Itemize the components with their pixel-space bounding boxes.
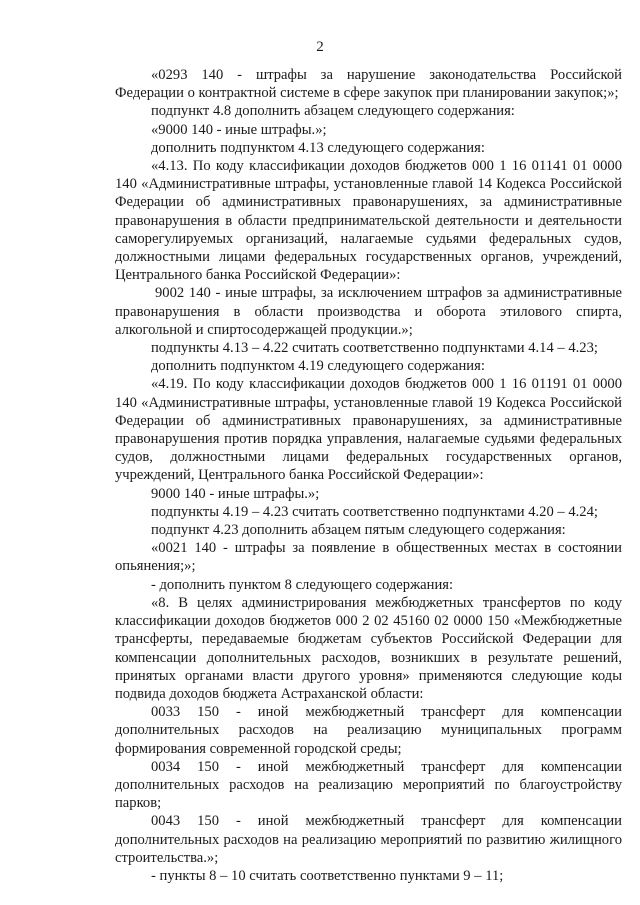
- paragraph-13: «0021 140 - штрафы за появление в общественных местах в состоянии опьянения;»;: [115, 540, 622, 575]
- page-number: 2: [316, 39, 324, 55]
- paragraph-6: 9002 140 - иные штрафы, за исключением штрафов за административные правонарушения в области производства и оборота этилового спирта, алкогольной и спиртосодержащей продукции.»;: [115, 285, 622, 338]
- paragraph-4: дополнить подпунктом 4.13 следующего содержания:: [151, 139, 485, 156]
- paragraph-10: 9000 140 - иные штрафы.»;: [151, 485, 320, 502]
- paragraph-16: 0033 150 - иной межбюджетный трансферт для компенсации дополнительных расходов на реализацию муниципальных программ формирования современной городской среды;: [115, 704, 622, 757]
- paragraph-3: «9000 140 - иные штрафы.»;: [151, 121, 327, 138]
- paragraph-5: «4.13. По коду классификации доходов бюджетов 000 1 16 01141 01 0000 140 «Административные штрафы, установленные главой 14 Кодекса Российской Федерации об административных правонарушениях, за административные правонарушения в области предпринимательской деятельности и деятельности саморегулируемых организаций, налагаемые судьями федеральных судов, должностными лицами федеральных государственных органов, учреждений, Центрального банка Российской Федерации»:: [115, 158, 622, 284]
- paragraph-7: подпункты 4.13 – 4.22 считать соответственно подпунктами 4.14 – 4.23;: [151, 340, 598, 357]
- paragraph-12: подпункт 4.23 дополнить абзацем пятым следующего содержания:: [151, 522, 566, 539]
- paragraph-19: - пункты 8 – 10 считать соответственно пунктами 9 – 11;: [151, 867, 504, 884]
- paragraph-11: подпункты 4.19 – 4.23 считать соответственно подпунктами 4.20 – 4.24;: [151, 503, 598, 520]
- paragraph-8: дополнить подпунктом 4.19 следующего содержания:: [151, 358, 485, 375]
- paragraph-9: «4.19. По коду классификации доходов бюджетов 000 1 16 01191 01 0000 140 «Административные штрафы, установленные главой 19 Кодекса Российской Федерации об административных правонарушениях, за административные правонарушения против порядка управления, налагаемые судьями федеральных судов, должностными лицами федеральных государственных органов, учреждений, Центрального банка Российской Федерации»:: [115, 376, 622, 484]
- paragraph-17: 0034 150 - иной межбюджетный трансферт для компенсации дополнительных расходов на реализацию мероприятий по благоустройству парков;: [115, 758, 622, 812]
- paragraph-1: «0293 140 - штрафы за нарушение законодательства Российской Федерации о контрактной системе в сфере закупок при планировании закупок;»;: [115, 67, 622, 102]
- document-body: [115, 66, 622, 885]
- paragraph-14: - дополнить пунктом 8 следующего содержания:: [151, 576, 454, 593]
- paragraph-15: «8. В целях администрирования межбюджетных трансфертов по коду классификации доходов бюджетов 000 2 02 45160 02 0000 150 «Межбюджетные трансферты, передаваемые бюджетам субъектов Российской Федерации для компенсации дополнительных расходов, возникших в результате решений, принятых органами власти другого уровня» применяются следующие коды подвида доходов бюджета Астраханской области:: [115, 594, 622, 702]
- paragraph-2: подпункт 4.8 дополнить абзацем следующего содержания:: [151, 103, 515, 120]
- paragraph-18: 0043 150 - иной межбюджетный трансферт для компенсации дополнительных расходов на реализацию мероприятий по развитию жилищного строительства.»;: [115, 813, 622, 866]
